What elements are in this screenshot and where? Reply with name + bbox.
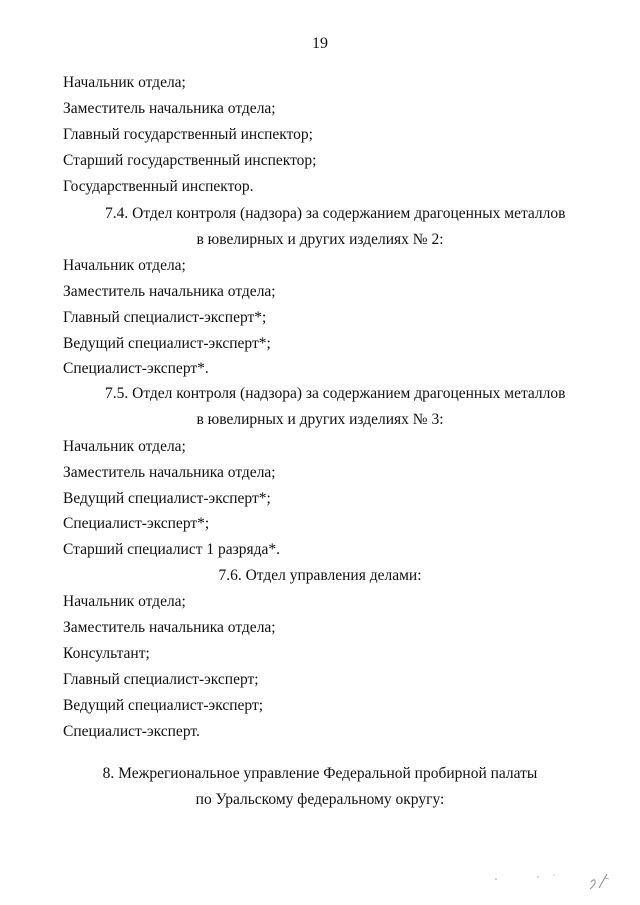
section-heading: 7.4. Отдел контроля (надзора) за содержанием драгоценных металлов — [105, 205, 566, 222]
list-item: Ведущий специалист-эксперт; — [63, 697, 264, 714]
section-heading: в ювелирных и других изделиях № 3: — [196, 411, 444, 428]
list-item: Главный специалист-эксперт; — [63, 671, 259, 688]
list-item: Начальник отдела; — [63, 74, 186, 91]
list-item: Старший специалист 1 разряда*. — [63, 541, 280, 558]
list-item: Специалист-эксперт*; — [63, 515, 210, 532]
list-item: Специалист-эксперт. — [63, 723, 200, 740]
list-item: Главный государственный инспектор; — [63, 126, 313, 143]
section-heading: 7.5. Отдел контроля (надзора) за содержанием драгоценных металлов — [105, 385, 566, 402]
list-item: Старший государственный инспектор; — [63, 152, 317, 169]
list-item: Специалист-эксперт*. — [63, 360, 209, 377]
handwritten-mark-icon — [585, 868, 615, 892]
list-item: Консультант; — [63, 645, 150, 662]
section-heading: 7.6. Отдел управления делами: — [218, 567, 422, 584]
list-item: Начальник отдела; — [63, 438, 186, 455]
section-heading: по Уральскому федеральному округу: — [195, 791, 445, 808]
list-item: Главный специалист-эксперт*; — [63, 309, 267, 326]
list-item: Ведущий специалист-эксперт*; — [63, 335, 271, 352]
section-heading: 8. Межрегиональное управление Федеральной пробирной палаты — [102, 765, 538, 782]
page-number: 19 — [312, 35, 328, 52]
list-item: Заместитель начальника отдела; — [63, 464, 276, 481]
list-item: Заместитель начальника отдела; — [63, 100, 276, 117]
section-heading: в ювелирных и других изделиях № 2: — [196, 231, 444, 248]
list-item: Ведущий специалист-эксперт*; — [63, 490, 271, 507]
list-item: Государственный инспектор. — [63, 178, 254, 195]
list-item: Заместитель начальника отдела; — [63, 283, 276, 300]
list-item: Начальник отдела; — [63, 257, 186, 274]
list-item: Заместитель начальника отдела; — [63, 619, 276, 636]
scan-specks — [490, 870, 570, 884]
list-item: Начальник отдела; — [63, 593, 186, 610]
